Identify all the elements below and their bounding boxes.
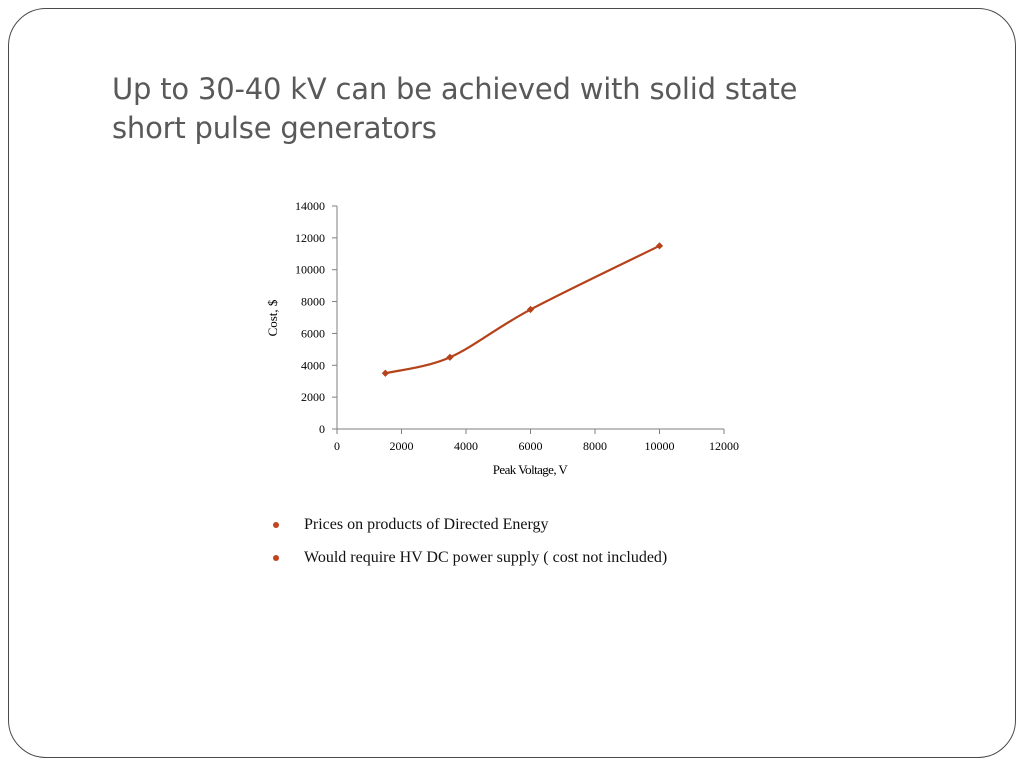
x-tick-label: 8000 xyxy=(583,439,607,453)
bullet-text: Would require HV DC power supply ( cost not included) xyxy=(304,549,668,566)
chart-axes xyxy=(295,199,739,453)
bullet-item xyxy=(272,514,667,547)
x-tick-label: 4000 xyxy=(454,439,478,453)
x-tick-label: 0 xyxy=(334,439,340,453)
bullet-dot-icon xyxy=(273,555,279,561)
series-line xyxy=(385,246,659,373)
x-tick-label: 6000 xyxy=(518,439,543,453)
slide-title-line-2: short pulse generators xyxy=(112,111,437,145)
x-tick-label: 10000 xyxy=(644,439,675,453)
slide-title-line-1: Up to 30-40 kV can be achieved with solid state xyxy=(112,72,798,106)
x-axis-title: Peak Voltage, V xyxy=(492,462,568,477)
y-tick-label: 12000 xyxy=(295,230,325,245)
y-tick-label: 4000 xyxy=(301,358,325,373)
y-tick-label: 2000 xyxy=(301,390,325,405)
data-point-marker xyxy=(446,354,453,361)
y-tick-label: 6000 xyxy=(301,326,325,341)
data-point-marker xyxy=(382,370,389,377)
x-tick-label: 12000 xyxy=(709,439,739,453)
y-tick-label: 14000 xyxy=(295,199,325,213)
bullet-list xyxy=(272,514,667,580)
chart-marks xyxy=(382,242,663,377)
bullet-text: Prices on products of Directed Energy xyxy=(304,516,549,533)
y-axis-title: Cost, $ xyxy=(265,299,280,337)
x-tick-label: 2000 xyxy=(389,439,414,453)
y-tick-label: 10000 xyxy=(295,262,325,277)
bullet-dot-icon xyxy=(273,522,279,528)
data-point-marker xyxy=(656,242,663,249)
y-tick-label: 8000 xyxy=(301,294,325,309)
bullet-item xyxy=(272,547,667,580)
y-tick-label: 0 xyxy=(319,422,325,436)
